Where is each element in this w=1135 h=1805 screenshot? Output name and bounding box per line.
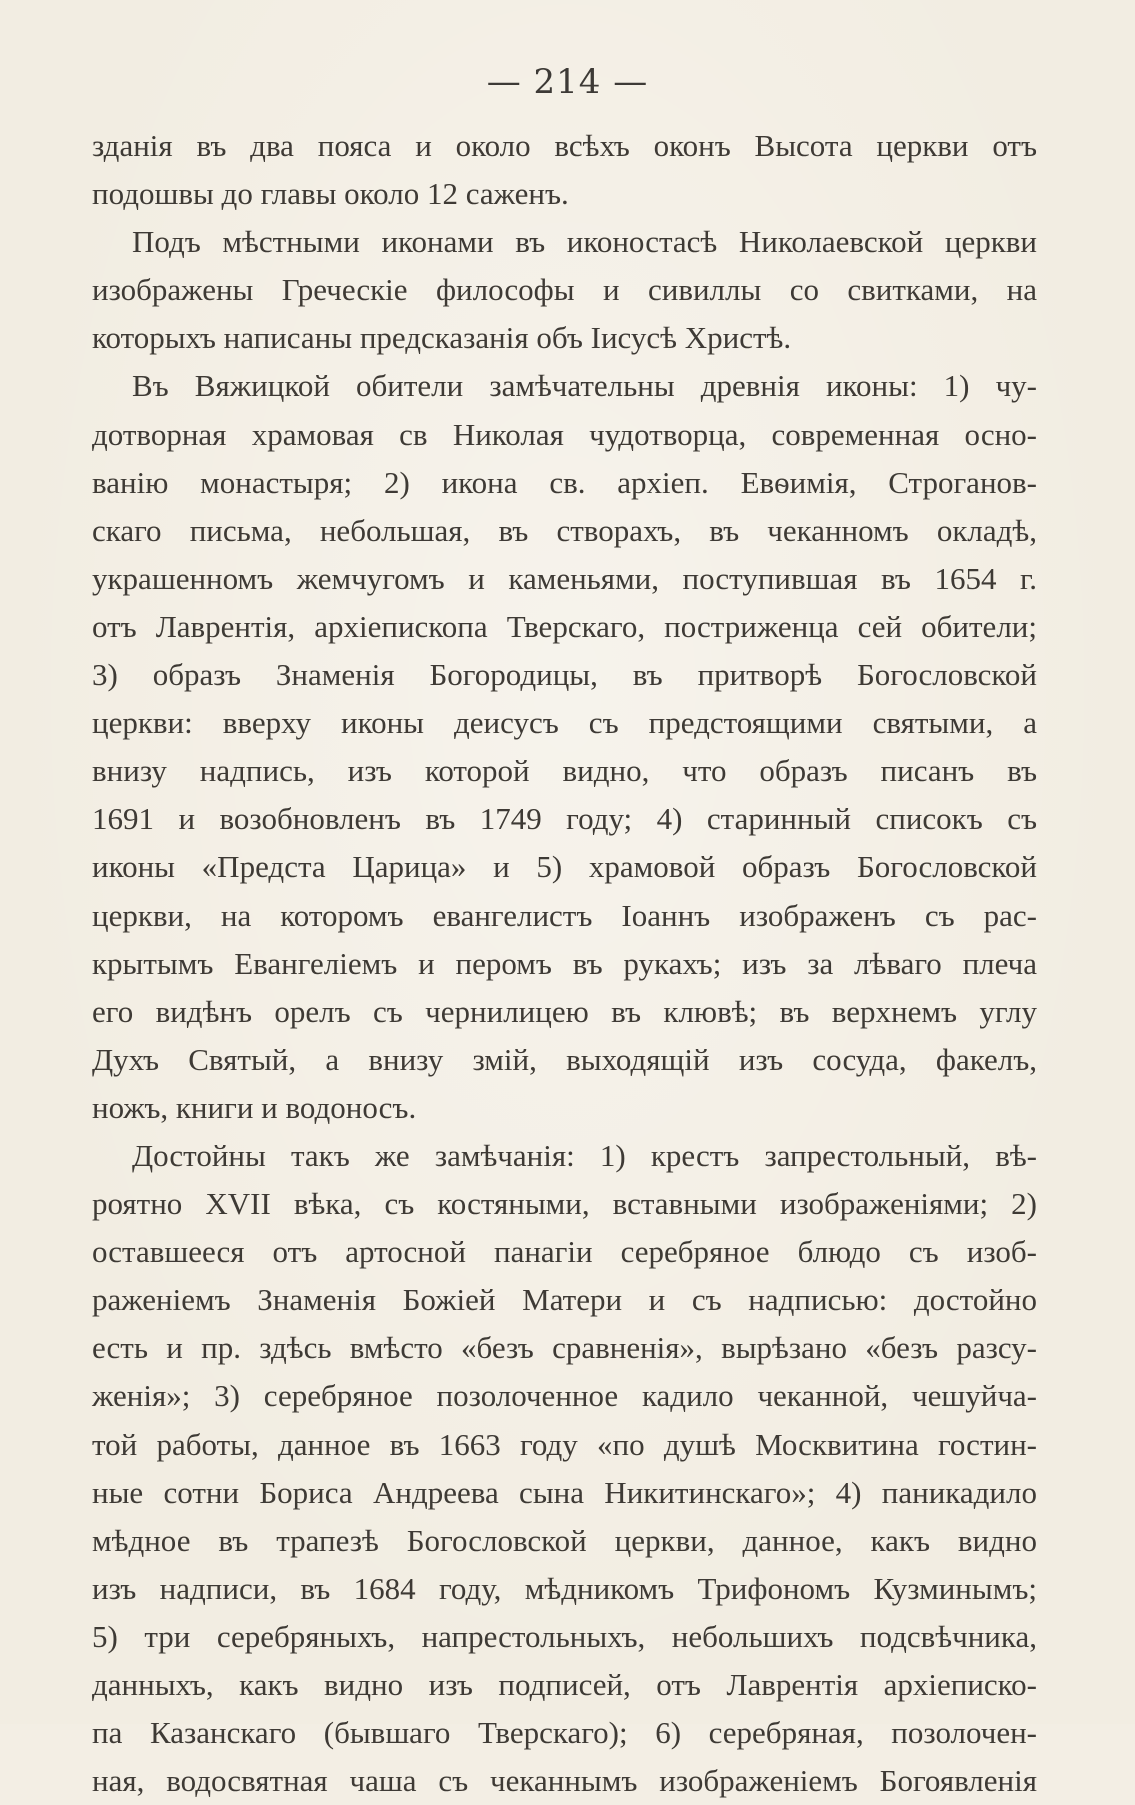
text-line: ная, водосвятная чаша съ чеканнымъ изображеніемъ Богоявленія — [92, 1763, 1037, 1799]
text-line: Достойны такъ же замѣчанія: 1) крестъ запрестольный, вѣ- — [132, 1137, 1037, 1173]
text-line: мѣдное въ трапезѣ Богословской церкви, данное, какъ видно — [92, 1522, 1037, 1558]
text-line: 1691 и возобновленъ въ 1749 году; 4) старинный списокъ съ — [92, 801, 1037, 837]
text-line: женія»; 3) серебряное позолоченное кадило чеканной, чешуйча- — [92, 1378, 1037, 1414]
text-line: изъ надписи, въ 1684 году, мѣдникомъ Трифономъ Кузминымъ; — [92, 1570, 1037, 1606]
text-line: Въ Вяжицкой обители замѣчательны древнія иконы: 1) чу- — [132, 368, 1037, 404]
text-line: Подъ мѣстными иконами въ иконостасѣ Николаевской церкви — [132, 224, 1037, 260]
text-line: внизу надпись, изъ которой видно, что образъ писанъ въ — [92, 753, 1037, 789]
text-line: есть и пр. здѣсь вмѣсто «безъ сравненія», вырѣзано «безъ разсу- — [92, 1330, 1037, 1366]
text-line: оставшееся отъ артосной панагіи серебряное блюдо съ изоб- — [92, 1234, 1037, 1270]
text-line: Духъ Святый, а внизу змій, выходящій изъ сосуда, факелъ, — [92, 1041, 1037, 1077]
text-line: скаго письма, небольшая, въ створахъ, въ чеканномъ окладѣ, — [92, 512, 1037, 548]
text-line: отъ Лаврентія, архіепископа Тверскаго, постриженца сей обители; — [92, 608, 1037, 644]
page-body-text — [92, 122, 1037, 1805]
text-line: украшенномъ жемчугомъ и каменьями, поступившая въ 1654 г. — [92, 560, 1037, 596]
text-line: данныхъ, какъ видно изъ подписей, отъ Лаврентія архіеписко- — [92, 1667, 1037, 1702]
text-line: которыхъ написаны предсказанія объ Іисусѣ Христѣ. — [92, 320, 792, 356]
text-line: крытымъ Евангеліемъ и перомъ въ рукахъ; изъ за лѣваго плеча — [92, 945, 1037, 981]
text-line: церкви: вверху иконы деисусъ съ предстоящими святыми, а — [92, 705, 1037, 741]
text-line: ванію монастыря; 2) икона св. архіеп. Евѳимія, Строганов- — [92, 464, 1037, 500]
text-line: иконы «Предста Царица» и 5) храмовой образъ Богословской — [92, 849, 1037, 885]
page-number: — 214 — — [486, 62, 649, 102]
text-line: той работы, данное въ 1663 году «по душѣ Москвитина гостин- — [92, 1426, 1037, 1462]
text-line: 3) образъ Знаменія Богородицы, въ притворѣ Богословской — [92, 657, 1037, 693]
text-line: зданія въ два пояса и около всѣхъ оконъ Высота церкви отъ — [92, 128, 1037, 163]
text-line: церкви, на которомъ евангелистъ Іоаннъ изображенъ съ рас- — [92, 897, 1037, 933]
text-line: па Казанскаго (бывшаго Тверскаго); 6) серебряная, позолочен- — [92, 1715, 1037, 1751]
text-line: его видѣнъ орелъ съ чернилицею въ клювѣ; въ верхнемъ углу — [92, 993, 1037, 1029]
text-line: ножъ, книги и водоносъ. — [92, 1089, 417, 1125]
text-line: подошвы до главы около 12 саженъ. — [92, 176, 569, 212]
text-line: изображены Греческіе философы и сивиллы со свитками, на — [92, 272, 1037, 308]
text-line: 5) три серебряныхъ, напрестольныхъ, небольшихъ подсвѣчника, — [92, 1618, 1037, 1654]
text-line: ные сотни Бориса Андреева сына Никитинскаго»; 4) паникадило — [92, 1474, 1037, 1510]
text-line: роятно XVII вѣка, съ костяными, вставными изображеніями; 2) — [92, 1186, 1037, 1222]
text-line: раженіемъ Знаменія Божіей Матери и съ надписью: достойно — [92, 1282, 1037, 1318]
text-line: дотворная храмовая св Николая чудотворца, современная осно- — [92, 416, 1037, 452]
